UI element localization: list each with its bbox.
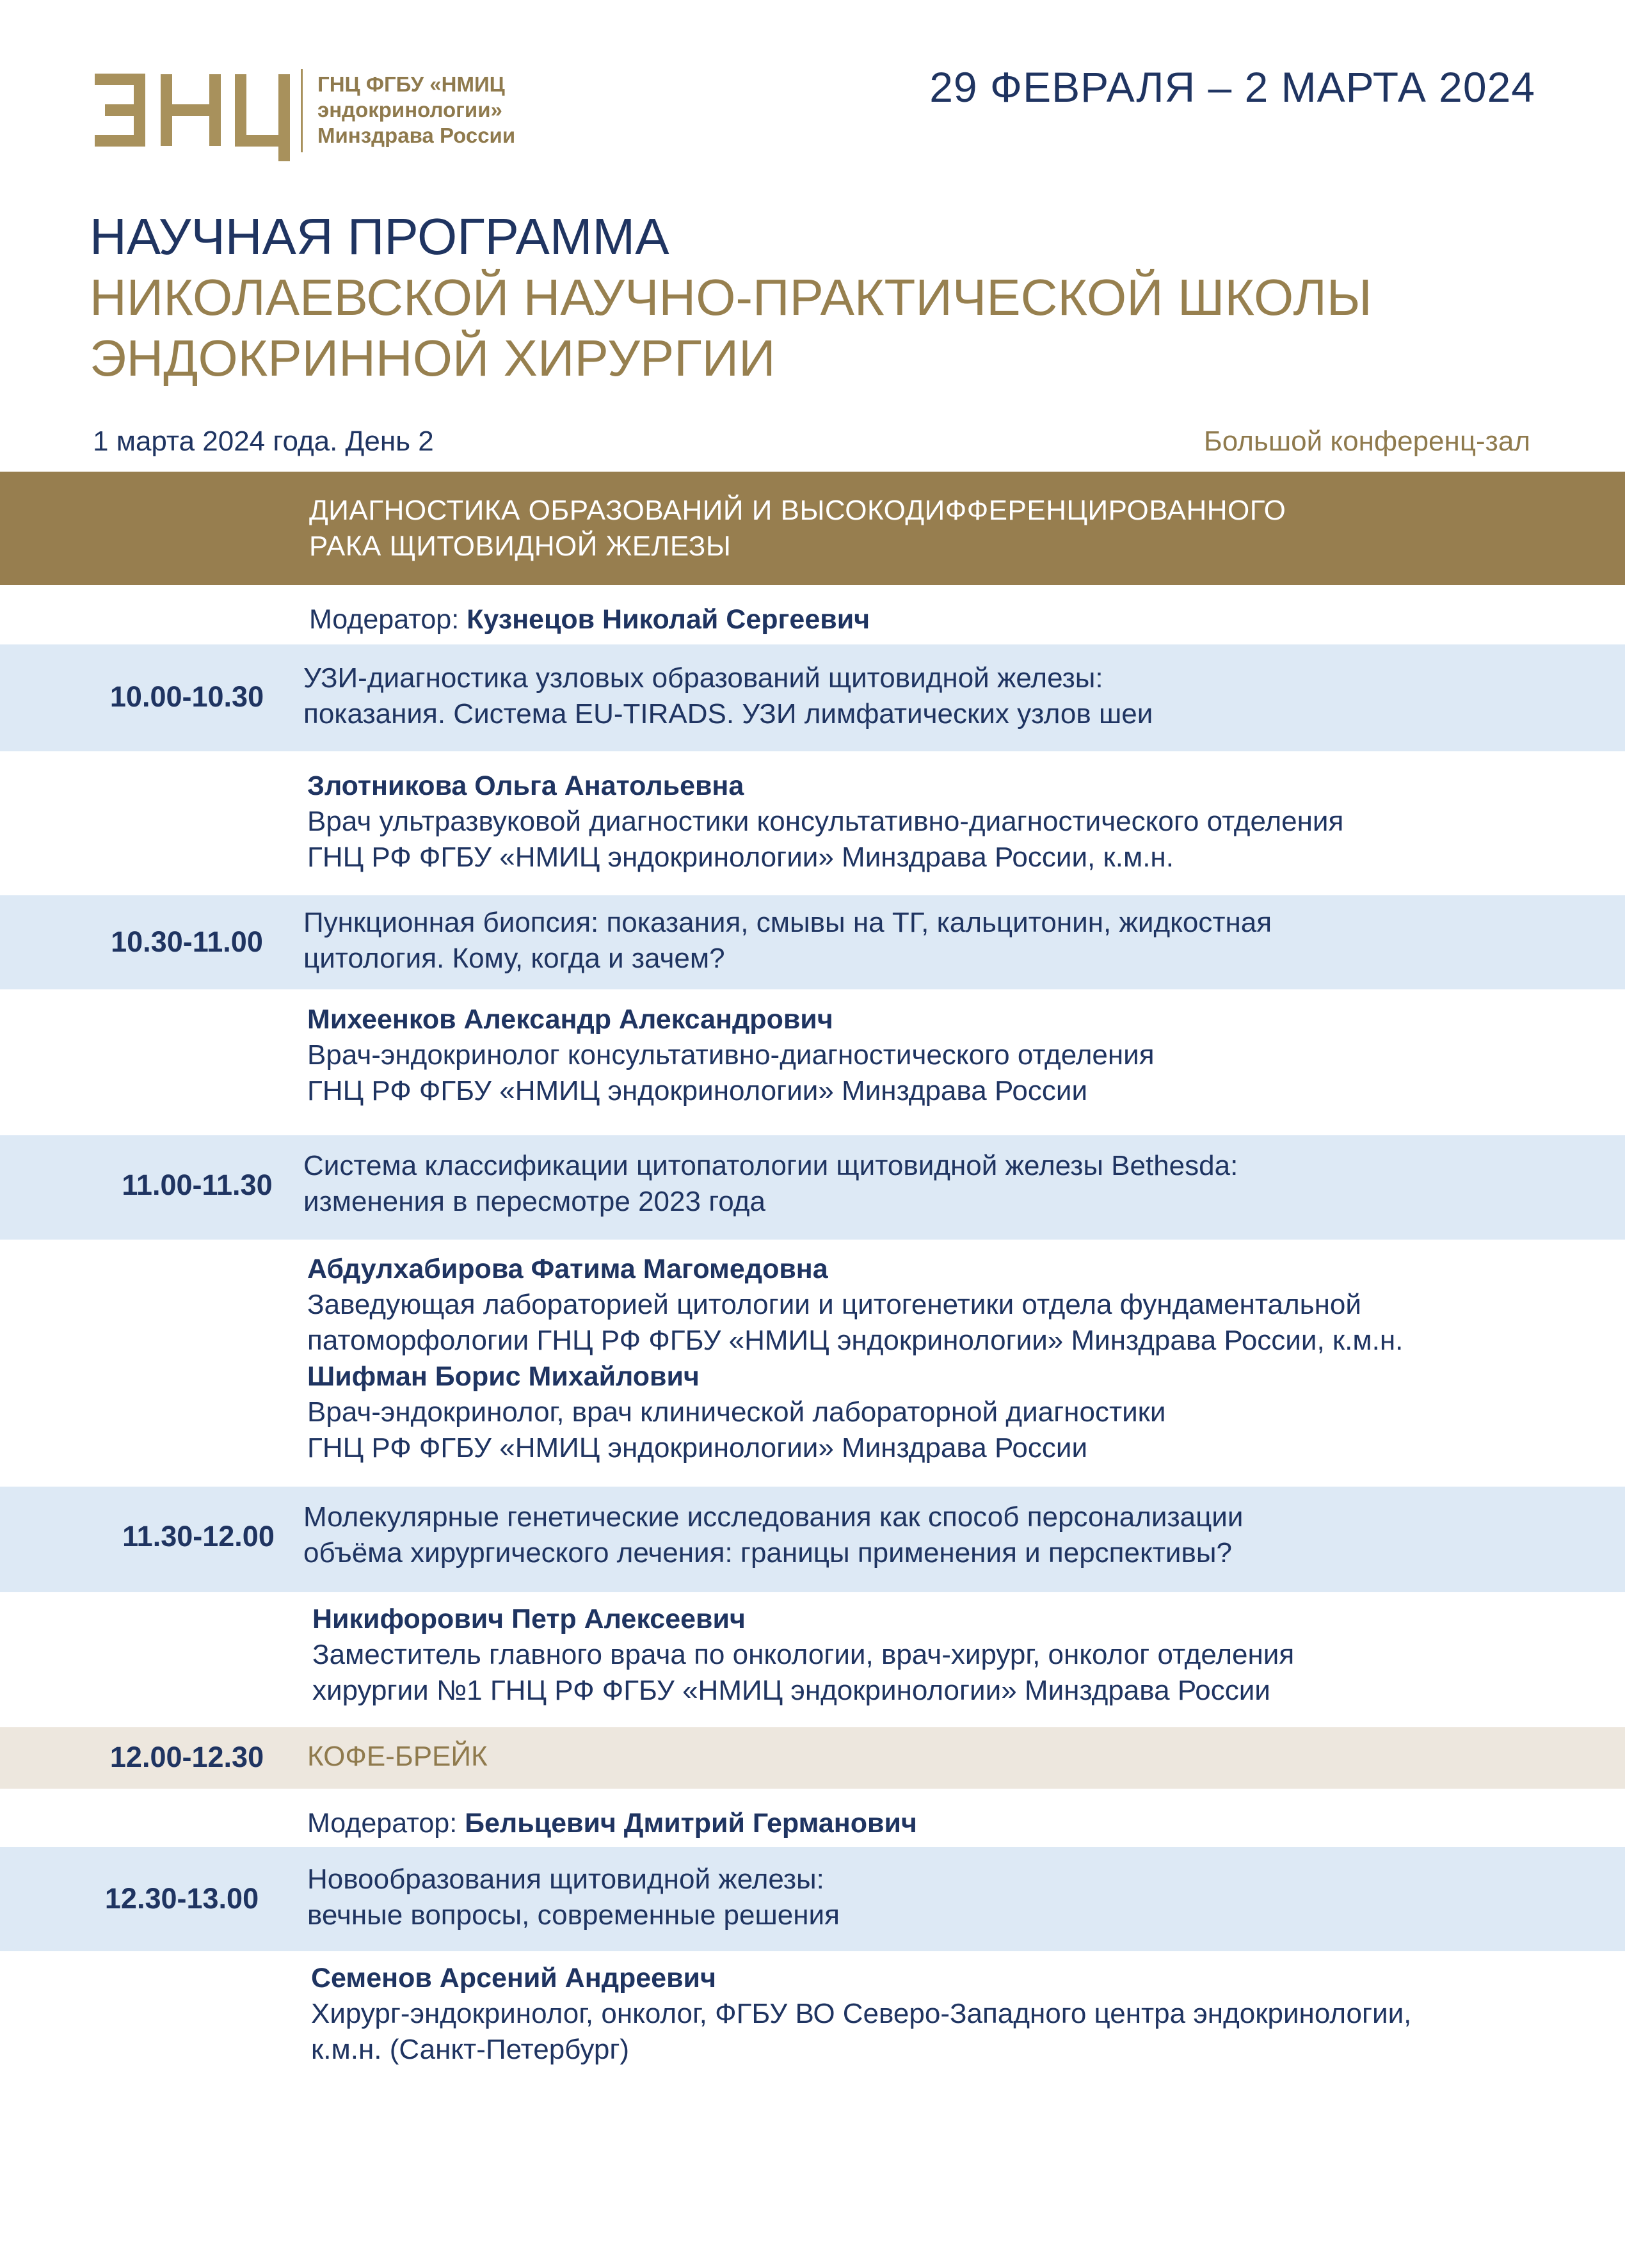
speaker-affiliation-line: Хирург-эндокринолог, онколог, ФГБУ ВО Северо-Западного центра эндокринологии, <box>311 1998 1412 2029</box>
speaker-block <box>307 1251 1403 1466</box>
break-time: 12.00-12.30 <box>109 1741 264 1773</box>
coffee-break-label: КОФЕ-БРЕЙК <box>307 1741 488 1772</box>
speaker-affiliation-line: Заведующая лабораторией цитологии и цитогенетики отдела фундаментальной <box>307 1289 1361 1320</box>
talk-title-line: Новообразования щитовидной железы: <box>307 1864 824 1895</box>
speaker-block <box>307 768 1343 875</box>
talk-title <box>303 1499 1243 1571</box>
talk-title-line: вечные вопросы, современные решения <box>307 1899 840 1931</box>
org-line: ГНЦ ФГБУ «НМИЦ <box>317 72 505 96</box>
speaker-block <box>312 1601 1294 1709</box>
hall-name: Большой конференц-зал <box>1203 426 1530 457</box>
moderator-name: Кузнецов Николай Сергеевич <box>467 604 870 635</box>
speaker-affiliation-line: Заместитель главного врача по онкологии, врач-хирург, онколог отделения <box>312 1639 1295 1670</box>
section-title <box>309 493 1286 564</box>
speaker-affiliation <box>307 1394 1403 1466</box>
speaker-name: Шифман Борис Михайлович <box>307 1361 700 1392</box>
speaker-affiliation-line: Врач-эндокринолог консультативно-диагностического отделения <box>307 1039 1155 1071</box>
speaker-name: Михеенков Александр Александрович <box>307 1004 833 1035</box>
talk-time: 11.00-11.30 <box>122 1169 273 1201</box>
speaker-block <box>307 1002 1155 1109</box>
talk-title <box>303 1148 1238 1220</box>
speaker-affiliation <box>307 804 1343 875</box>
talk-title-line: цитология. Кому, когда и зачем? <box>303 943 725 974</box>
section-title-line: ДИАГНОСТИКА ОБРАЗОВАНИЙ И ВЫСОКОДИФФЕРЕНЦИРОВАННОГО <box>309 495 1286 526</box>
talk-title-line: Система классификации цитопатологии щитовидной железы Bethesda: <box>303 1150 1238 1181</box>
talk-title-line: показания. Система EU-TIRADS. УЗИ лимфатических узлов шеи <box>303 698 1153 730</box>
title-line-1: НАУЧНАЯ ПРОГРАММА <box>90 208 669 265</box>
talk-title-line: изменения в пересмотре 2023 года <box>303 1186 765 1217</box>
org-line: Минздрава России <box>317 124 516 147</box>
talk-time: 12.30-13.00 <box>104 1882 259 1915</box>
talk-title <box>303 905 1272 977</box>
talk-title <box>303 660 1153 732</box>
talk-title-line: Молекулярные генетические исследования как способ персонализации <box>303 1501 1244 1533</box>
talk-title-line: Пункционная биопсия: показания, смывы на ТГ, кальцитонин, жидкостная <box>303 907 1272 938</box>
speaker-affiliation <box>307 1037 1155 1109</box>
speaker-name: Злотникова Ольга Анатольевна <box>307 771 744 801</box>
program-title <box>90 206 1372 388</box>
speaker-block <box>311 1960 1411 2068</box>
day-date: 1 марта 2024 года. День 2 <box>93 426 434 457</box>
speaker-affiliation <box>311 1996 1411 2068</box>
speaker-affiliation-line: ГНЦ РФ ФГБУ «НМИЦ эндокринологии» Минздрава России <box>307 1432 1088 1464</box>
organization-name <box>317 72 515 148</box>
speaker-affiliation-line: к.м.н. (Санкт-Петербург) <box>311 2034 630 2065</box>
section-title-line: РАКА ЩИТОВИДНОЙ ЖЕЛЕЗЫ <box>309 531 732 562</box>
speaker-affiliation-line: ГНЦ РФ ФГБУ «НМИЦ эндокринологии» Минздрава России <box>307 1075 1088 1106</box>
speaker-affiliation-line: Врач-эндокринолог, врач клинической лабораторной диагностики <box>307 1396 1166 1428</box>
talk-title <box>307 1862 840 1933</box>
talk-title-line: объёма хирургического лечения: границы применения и перспективы? <box>303 1537 1232 1569</box>
title-line-3: ЭНДОКРИННОЙ ХИРУРГИИ <box>90 330 776 387</box>
speaker-affiliation-line: хирургии №1 ГНЦ РФ ФГБУ «НМИЦ эндокринологии» Минздрава России <box>312 1675 1270 1706</box>
speaker-affiliation <box>307 1287 1403 1359</box>
speaker-name: Семенов Арсений Андреевич <box>311 1963 716 1993</box>
speaker-affiliation-line: ГНЦ РФ ФГБУ «НМИЦ эндокринологии» Минздрава России, к.м.н. <box>307 842 1174 873</box>
speaker-name: Абдулхабирова Фатима Магомедовна <box>307 1254 828 1284</box>
moderator-line <box>309 604 870 635</box>
enc-logo <box>90 68 294 164</box>
talk-time: 11.30-12.00 <box>122 1520 275 1553</box>
title-line-2: НИКОЛАЕВСКОЙ НАУЧНО-ПРАКТИЧЕСКОЙ ШКОЛЫ <box>90 269 1372 326</box>
moderator-line <box>307 1808 917 1839</box>
talk-time: 10.00-10.30 <box>109 680 264 713</box>
org-line: эндокринологии» <box>317 98 502 122</box>
speaker-name: Никифорович Петр Алексеевич <box>312 1604 746 1634</box>
logo-divider <box>301 69 303 152</box>
speaker-affiliation-line: патоморфологии ГНЦ РФ ФГБУ «НМИЦ эндокринологии» Минздрава России, к.м.н. <box>307 1325 1404 1356</box>
moderator-label: Модератор: <box>309 604 460 635</box>
speaker-affiliation <box>312 1637 1294 1709</box>
moderator-name: Бельцевич Дмитрий Германович <box>465 1808 917 1839</box>
moderator-label: Модератор: <box>307 1808 458 1839</box>
event-dates: 29 ФЕВРАЛЯ – 2 МАРТА 2024 <box>929 63 1535 111</box>
talk-time: 10.30-11.00 <box>111 925 263 958</box>
speaker-affiliation-line: Врач ультразвуковой диагностики консультативно-диагностического отделения <box>307 806 1344 837</box>
talk-title-line: УЗИ-диагностика узловых образований щитовидной железы: <box>303 662 1103 694</box>
